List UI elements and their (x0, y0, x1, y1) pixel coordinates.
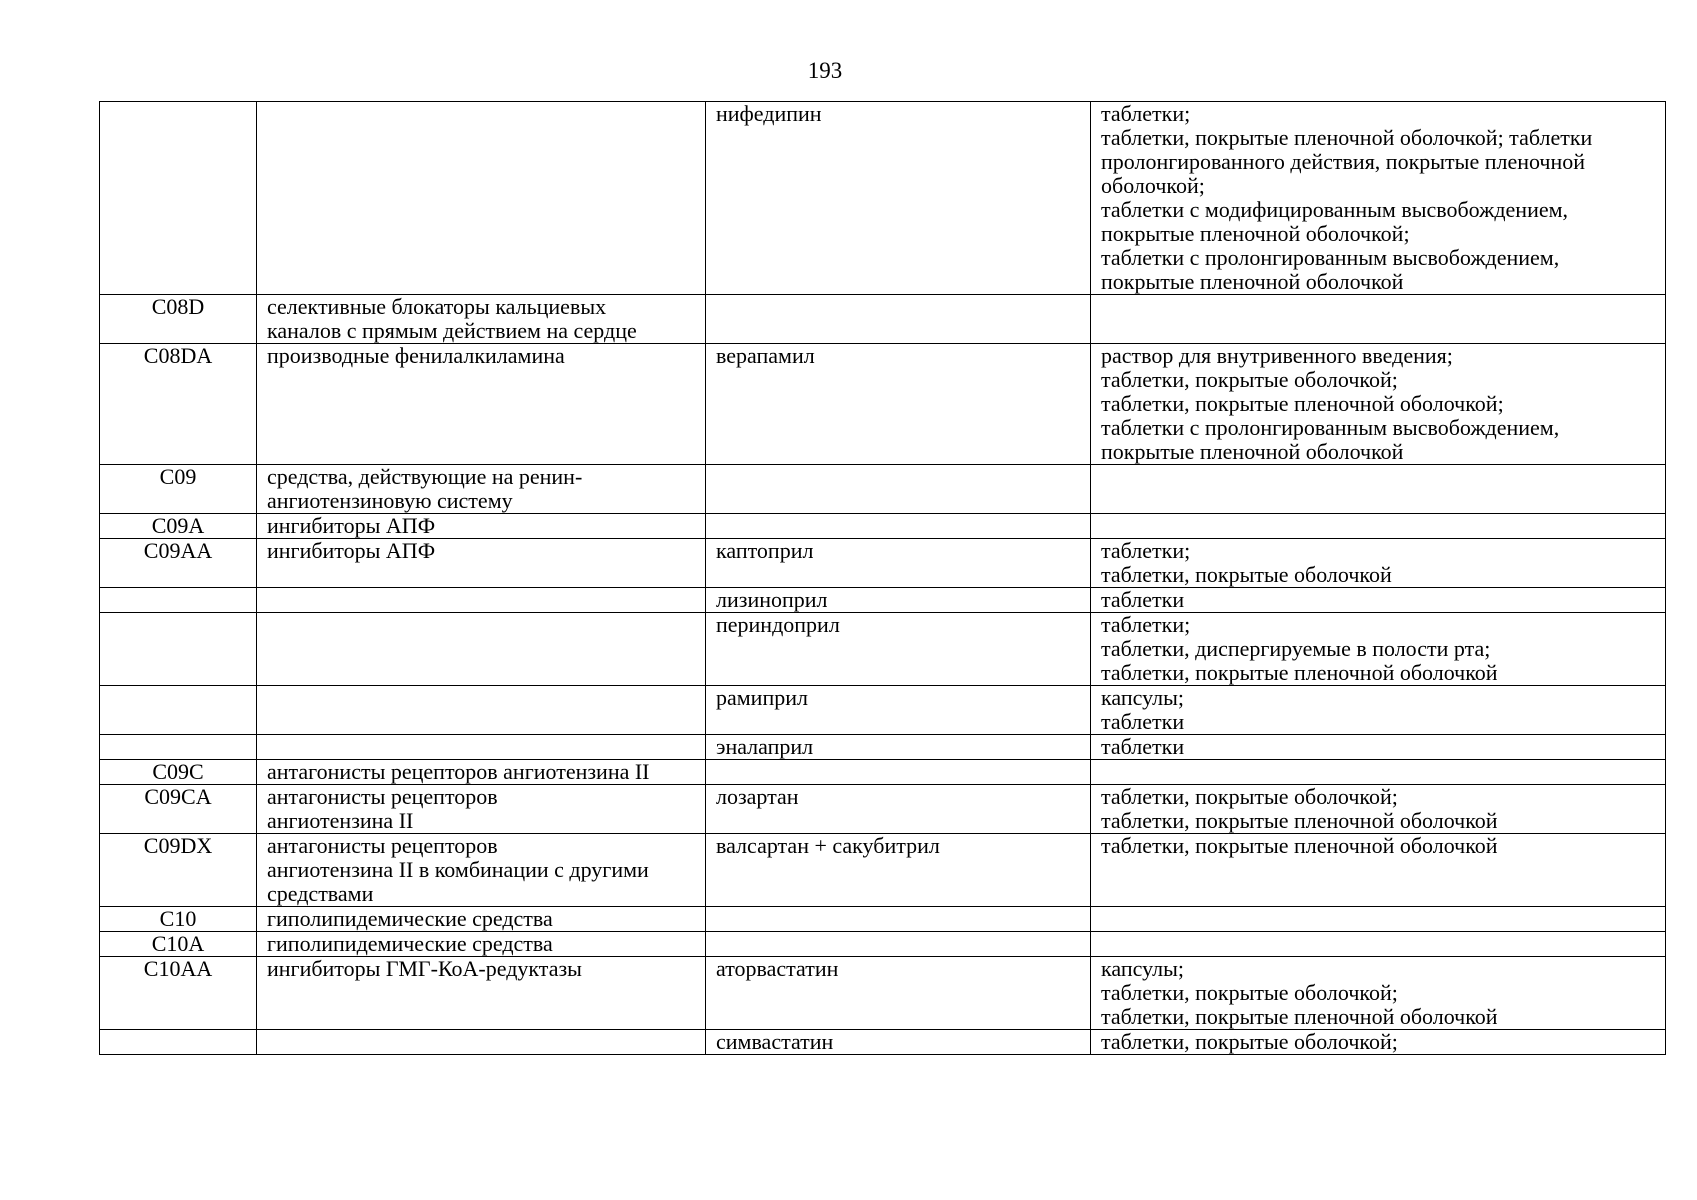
drug-name-cell: валсартан + сакубитрил (706, 834, 1091, 907)
dosage-forms-cell (1091, 907, 1666, 932)
drug-name-cell: нифедипин (706, 102, 1091, 295)
group-name-line: каналов с прямым действием на сердце (267, 318, 637, 343)
dosage-form-line: пролонгированного действия, покрытые пленочной (1101, 149, 1586, 174)
group-name-line: ангиотензина II (267, 808, 414, 833)
group-name-line: антагонисты рецепторов (267, 784, 498, 809)
dosage-form-line: оболочкой; (1101, 173, 1205, 198)
drug-name-cell: симвастатин (706, 1030, 1091, 1055)
group-name-cell (257, 686, 706, 735)
group-name-line: средства, действующие на ренин- (267, 464, 583, 489)
group-name-cell (257, 957, 706, 1030)
group-name-cell (257, 785, 706, 834)
dosage-form-line: таблетки (1101, 709, 1185, 734)
table-row (100, 1030, 1666, 1055)
dosage-forms-cell (1091, 613, 1666, 686)
group-name-cell (257, 735, 706, 760)
atc-code-cell (100, 102, 257, 295)
atc-code-cell: C10A (100, 932, 257, 957)
drug-name-cell (706, 907, 1091, 932)
atc-code-cell: C10AA (100, 957, 257, 1030)
dosage-form-line: раствор для внутривенного введения; (1101, 343, 1453, 368)
dosage-form-line: таблетки, покрытые пленочной оболочкой (1101, 833, 1498, 858)
drug-name-cell: верапамил (706, 344, 1091, 465)
dosage-forms-cell (1091, 760, 1666, 785)
dosage-form-line: таблетки, покрытые оболочкой; (1101, 367, 1398, 392)
table-row (100, 588, 1666, 613)
atc-code-cell: C09 (100, 465, 257, 514)
table-row (100, 344, 1666, 465)
table-row (100, 907, 1666, 932)
dosage-forms-cell (1091, 344, 1666, 465)
table-row (100, 102, 1666, 295)
drug-name-cell: лизиноприл (706, 588, 1091, 613)
group-name-line: антагонисты рецепторов (267, 833, 498, 858)
dosage-form-line: таблетки, покрытые оболочкой (1101, 562, 1392, 587)
dosage-forms-cell (1091, 588, 1666, 613)
dosage-forms-cell (1091, 465, 1666, 514)
group-name-line: гиполипидемические средства (267, 906, 553, 931)
dosage-form-line: таблетки, покрытые пленочной оболочкой; таблетки (1101, 125, 1593, 150)
drug-name-cell (706, 932, 1091, 957)
dosage-form-line: покрытые пленочной оболочкой (1101, 269, 1404, 294)
dosage-form-line: капсулы; (1101, 685, 1184, 710)
group-name-cell (257, 834, 706, 907)
page-number: 193 (807, 58, 843, 83)
group-name-line: ангиотензина II в комбинации с другими (267, 857, 649, 882)
dosage-form-line: таблетки, покрытые оболочкой; (1101, 980, 1398, 1005)
group-name-cell (257, 344, 706, 465)
table-body (100, 102, 1666, 1055)
atc-code-cell (100, 613, 257, 686)
medication-table (99, 101, 1666, 1055)
table-row (100, 932, 1666, 957)
atc-code-cell: C09A (100, 514, 257, 539)
group-name-line: ингибиторы ГМГ-КоА-редуктазы (267, 956, 582, 981)
atc-code-cell: C09CA (100, 785, 257, 834)
dosage-forms-cell (1091, 686, 1666, 735)
group-name-cell (257, 907, 706, 932)
dosage-form-line: таблетки с пролонгированным высвобождением, (1101, 415, 1560, 440)
table-row (100, 539, 1666, 588)
group-name-cell (257, 295, 706, 344)
group-name-cell (257, 465, 706, 514)
dosage-forms-cell (1091, 514, 1666, 539)
dosage-form-line: таблетки, покрытые пленочной оболочкой (1101, 660, 1498, 685)
dosage-forms-cell (1091, 932, 1666, 957)
group-name-cell (257, 102, 706, 295)
atc-code-cell: C09DX (100, 834, 257, 907)
drug-name-cell (706, 760, 1091, 785)
dosage-form-line: таблетки; (1101, 538, 1191, 563)
group-name-line: ингибиторы АПФ (267, 538, 436, 563)
group-name-cell (257, 514, 706, 539)
atc-code-cell: C08DA (100, 344, 257, 465)
dosage-form-line: таблетки с модифицированным высвобождением, (1101, 197, 1569, 222)
drug-name-cell (706, 465, 1091, 514)
dosage-form-line: таблетки, покрытые пленочной оболочкой; (1101, 391, 1504, 416)
dosage-form-line: таблетки, диспергируемые в полости рта; (1101, 636, 1491, 661)
dosage-form-line: таблетки; (1101, 101, 1191, 126)
group-name-cell (257, 932, 706, 957)
atc-code-cell (100, 588, 257, 613)
dosage-form-line: покрытые пленочной оболочкой (1101, 439, 1404, 464)
table-row (100, 957, 1666, 1030)
table-row (100, 785, 1666, 834)
drug-name-cell: рамиприл (706, 686, 1091, 735)
group-name-cell (257, 588, 706, 613)
atc-code-cell: C10 (100, 907, 257, 932)
table-row (100, 686, 1666, 735)
group-name-line: ангиотензиновую систему (267, 488, 513, 513)
drug-name-cell: каптоприл (706, 539, 1091, 588)
dosage-forms-cell (1091, 1030, 1666, 1055)
table-row (100, 295, 1666, 344)
group-name-line: ингибиторы АПФ (267, 513, 436, 538)
group-name-line: селективные блокаторы кальциевых (267, 294, 607, 319)
drug-name-cell: лозартан (706, 785, 1091, 834)
table-row (100, 465, 1666, 514)
drug-name-cell (706, 514, 1091, 539)
dosage-forms-cell (1091, 735, 1666, 760)
dosage-forms-cell (1091, 834, 1666, 907)
dosage-form-line: таблетки, покрытые оболочкой; (1101, 1029, 1398, 1054)
dosage-forms-cell (1091, 957, 1666, 1030)
dosage-forms-cell (1091, 539, 1666, 588)
drug-name-cell: аторвастатин (706, 957, 1091, 1030)
table-row (100, 735, 1666, 760)
atc-code-cell (100, 686, 257, 735)
dosage-forms-cell (1091, 102, 1666, 295)
drug-name-cell: эналаприл (706, 735, 1091, 760)
atc-code-cell: C08D (100, 295, 257, 344)
dosage-form-line: таблетки с пролонгированным высвобождением, (1101, 245, 1560, 270)
table-row (100, 613, 1666, 686)
atc-code-cell: C09C (100, 760, 257, 785)
dosage-form-line: таблетки (1101, 587, 1185, 612)
group-name-cell (257, 613, 706, 686)
dosage-form-line: таблетки, покрытые оболочкой; (1101, 784, 1398, 809)
group-name-line: средствами (267, 881, 374, 906)
group-name-cell (257, 539, 706, 588)
group-name-line: гиполипидемические средства (267, 931, 553, 956)
dosage-form-line: капсулы; (1101, 956, 1184, 981)
atc-code-cell (100, 1030, 257, 1055)
dosage-form-line: таблетки; (1101, 612, 1191, 637)
table-row (100, 760, 1666, 785)
dosage-form-line: таблетки, покрытые пленочной оболочкой (1101, 1004, 1498, 1029)
group-name-line: производные фенилалкиламина (267, 343, 565, 368)
dosage-form-line: таблетки (1101, 734, 1185, 759)
drug-name-cell (706, 295, 1091, 344)
dosage-forms-cell (1091, 785, 1666, 834)
atc-code-cell: C09AA (100, 539, 257, 588)
table-row (100, 514, 1666, 539)
atc-code-cell (100, 735, 257, 760)
dosage-forms-cell (1091, 295, 1666, 344)
group-name-cell (257, 760, 706, 785)
table-row (100, 834, 1666, 907)
group-name-cell (257, 1030, 706, 1055)
dosage-form-line: таблетки, покрытые пленочной оболочкой (1101, 808, 1498, 833)
group-name-line: антагонисты рецепторов ангиотензина II (267, 759, 650, 784)
drug-name-cell: периндоприл (706, 613, 1091, 686)
dosage-form-line: покрытые пленочной оболочкой; (1101, 221, 1410, 246)
